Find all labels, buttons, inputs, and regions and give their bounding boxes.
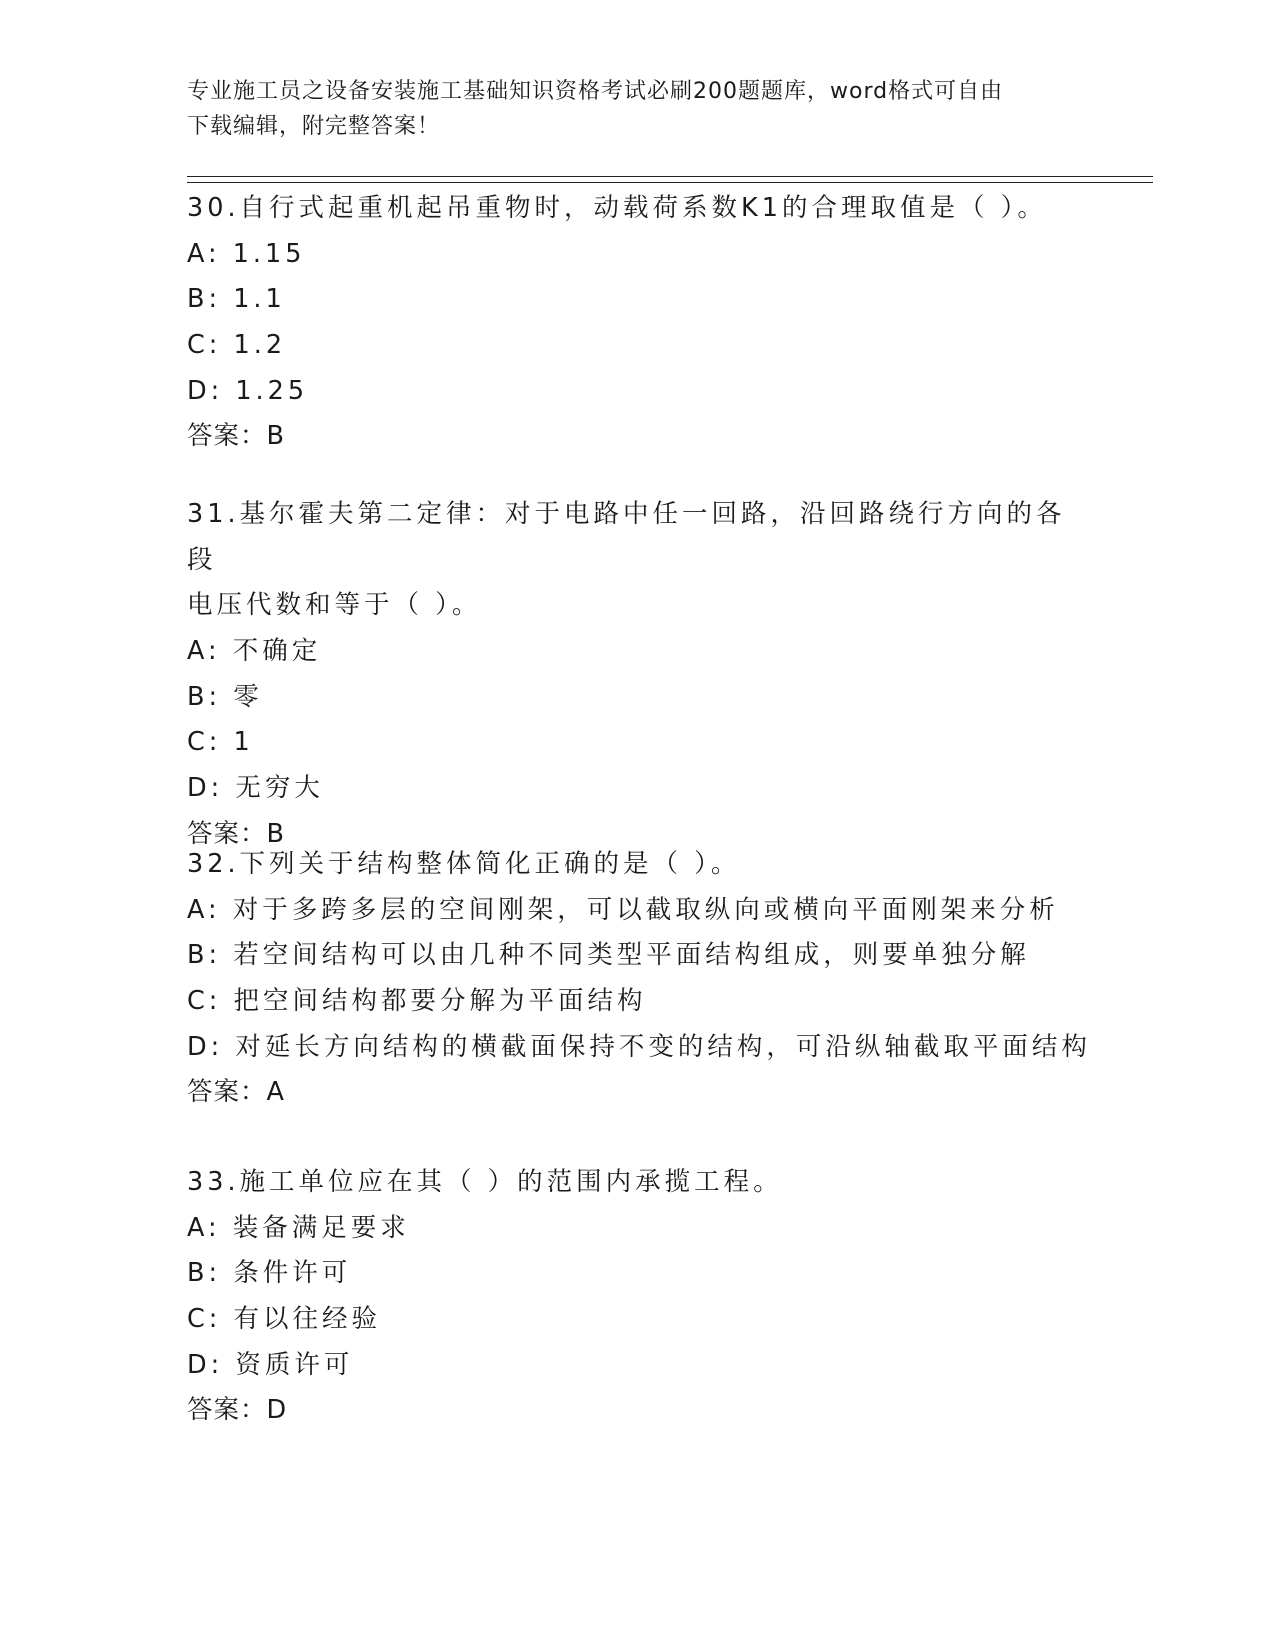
- question-stem: 33.施工单位应在其（ ）的范围内承揽工程。: [187, 1167, 783, 1197]
- document-header: [187, 74, 1067, 144]
- option-d: D: 1.25: [187, 375, 309, 406]
- option-d: D: 对延长方向结构的横截面保持不变的结构，可沿纵轴截取平面结构: [187, 1031, 1091, 1062]
- question-stem-line-1: 31.基尔霍夫第二定律：对于电路中任一回路，沿回路绕行方向的各段: [187, 499, 1066, 575]
- question-33: [187, 1160, 1087, 1434]
- answer-text: 答案：D: [187, 1395, 288, 1426]
- answer-text: 答案：B: [187, 818, 285, 849]
- option-b: B: 1.1: [187, 284, 286, 315]
- question-stem: 32.下列关于结构整体简化正确的是（ ）。: [187, 849, 741, 879]
- answer-text: 答案：A: [187, 1077, 285, 1108]
- option-c: C: 1: [187, 727, 254, 758]
- question-stem-line-2: 电压代数和等于（ ）。: [187, 590, 482, 621]
- question-32: [187, 842, 1091, 1116]
- option-c: C: 1.2: [187, 330, 287, 361]
- option-b: B: 零: [187, 681, 263, 712]
- question-31: [187, 492, 1087, 858]
- option-a: A: 装备满足要求: [187, 1212, 410, 1243]
- option-c: C: 有以往经验: [187, 1304, 382, 1335]
- header-line-2: 下载编辑，附完整答案！: [187, 114, 441, 139]
- answer-text: 答案：B: [187, 421, 285, 452]
- question-30: [187, 186, 1087, 460]
- option-d: D: 资质许可: [187, 1349, 354, 1380]
- option-a: A: 对于多跨多层的空间刚架，可以截取纵向或横向平面刚架来分析: [187, 894, 1059, 925]
- option-b: B: 条件许可: [187, 1258, 352, 1289]
- option-a: A: 不确定: [187, 636, 322, 667]
- option-b: B: 若空间结构可以由几种不同类型平面结构组成，则要单独分解: [187, 940, 1030, 971]
- header-line-1: 专业施工员之设备安装施工基础知识资格考试必刷200题题库，word格式可自由: [187, 79, 1004, 104]
- header-divider-bottom: [187, 182, 1153, 183]
- option-c: C: 把空间结构都要分解为平面结构: [187, 986, 647, 1017]
- question-stem: 30.自行式起重机起吊重物时，动载荷系数K1的合理取值是（ ）。: [187, 193, 1047, 223]
- header-divider-top: [187, 176, 1153, 177]
- option-d: D: 无穷大: [187, 773, 324, 804]
- option-a: A: 1.15: [187, 238, 306, 269]
